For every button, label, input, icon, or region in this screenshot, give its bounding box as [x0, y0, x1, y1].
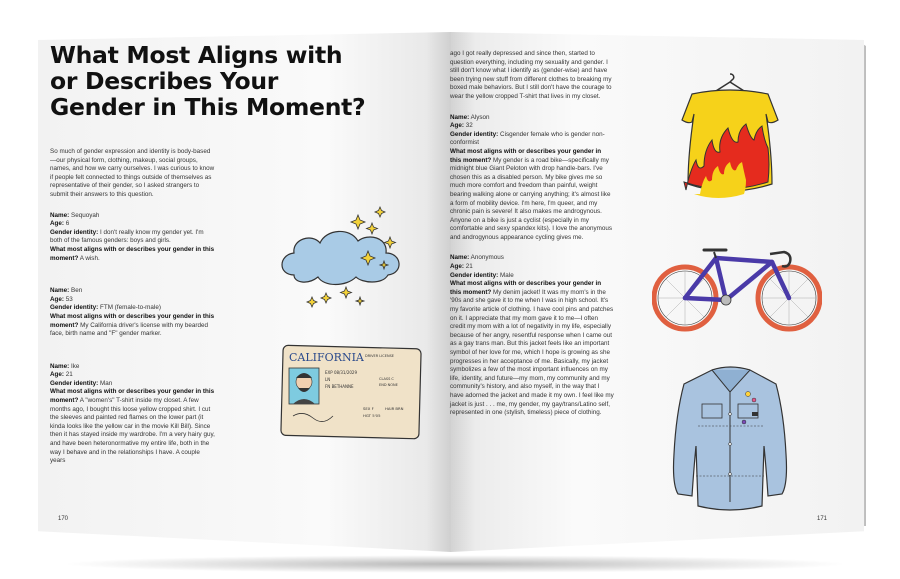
- intro-paragraph: So much of gender expression and identity is body-based—our physical form, clothing, makeup, social groups, names, and how we carry ourselves. I was curious to know if people felt connected to things outside of themselves as representative of their gender, so I asked strangers to submit their answers to this question.: [50, 148, 215, 198]
- license-ln: LN: [325, 377, 331, 382]
- license-class: CLASS C: [379, 377, 394, 381]
- denim-jacket-illustration: [672, 364, 790, 512]
- drivers-license-illustration: [279, 344, 425, 444]
- right-page-number: 171: [817, 516, 828, 522]
- page-title: What Most Aligns with or Describes Your Gender in This Moment?: [50, 41, 366, 121]
- left-column: [50, 148, 215, 474]
- right-column: [450, 50, 614, 426]
- entry-alyson: Name: Alyson Age: 32 Gender identity: Cisgender female who is gender non-conformist What most aligns with or describes your gender in this moment? My gender is a road bike—specifically my midnight blue Giant Peloton with drop handle-bars. I've chosen this as a disabled person. My bike gives me so much more comfort and freedom than painful, weight bearing walking alone or carrying anything; it's almost like a form of mobility device. I'm here, I'm queer, and my chronic pain is severe! It also makes me androgynous. Anyone on a bike is just a cyclist (especially in my comfortable and sexy spandex kits). I love the anonymous and androgynous appearance cycling gives me.: [450, 113, 613, 241]
- flame-shirt-illustration: [676, 70, 784, 218]
- road-bike-illustration: [652, 236, 822, 336]
- license-end: END NONE: [379, 383, 398, 387]
- book-shadow: [60, 555, 850, 573]
- left-page-number: 170: [58, 516, 69, 522]
- license-hair: HAIR BRN: [385, 406, 404, 411]
- license-exp: EXP 08/31/2029: [325, 370, 358, 375]
- license-header: DRIVER LICENSE: [365, 354, 394, 358]
- entry-ike: Name: Ike Age: 21 Gender identity: Man What most aligns with or describes your gender in this moment? A "women's" T-shirt inside my closet. A few months ago, I bought this loose yellow cropped shirt. I cut the sleeves and painted red flames on the lower part (it kinda looks like the yellow car in the movie Kill Bill). Since then it has stayed inside my wardrobe. I'm a very hairy guy, and have been heteronormative my entire life, both in the way I behave and in the relationships I have. A couple years: [50, 362, 215, 465]
- ike-continuation: ago I got really depressed and since then, started to question everything, including my sexuality and gender. I still don't know what I identify as (gender-wise) and have been trying new stuff from different clothes to breaking my boxed male behaviors. But I still don't have the courage to wear the yellow cropped T-shirt that lives in my closet.: [450, 50, 612, 100]
- entry-sequoyah: Name: Sequoyah Age: 6 Gender identity: I don't really know my gender yet. I'm both of the famous genders: boys and girls. What most aligns with or describes your gender in this moment? A wish.: [50, 211, 215, 262]
- license-fn: FN BETHANNE: [325, 384, 354, 389]
- license-hgt: HGT 5'05: [363, 413, 381, 418]
- entry-anonymous: Name: Anonymous Age: 21 Gender identity: Male What most aligns with or describes your gender in this moment? My denim jacket! It was my mom's in the '90s and she gave it to me when I was in high school. It's my favorite article of clothing. I have cool pins and patches on it. I appreciate that my mom gave it to me—I often credit my mom with a lot of negativity in my life, especially because of her angry, resentful response when I came out as a gay trans man. But this jacket feels like an important symbol of her love for me, which I hope is growing as she progresses in her acceptance of me. Basically, my jacket symbolizes a few of the most important influences on my life, identity, and future—my mom, my community and my community's history, and also myself, in the way that I have adorned the jacket and made it my own. I feel like my jacket is just . . . me, my gender, my gay/trans/Latino self, represented in one (stylish, timeless) piece of clothing.: [450, 254, 614, 417]
- entry-ben: Name: Ben Age: 53 Gender identity: FTM (female-to-male) What most aligns with or describes your gender in this moment? My California driver's license with my bearded face, birth name and "F" gender marker.: [50, 287, 215, 338]
- license-state: CALIFORNIA: [289, 351, 364, 364]
- wish-cloud-illustration: [272, 205, 422, 310]
- license-sex: SEX F: [363, 406, 374, 411]
